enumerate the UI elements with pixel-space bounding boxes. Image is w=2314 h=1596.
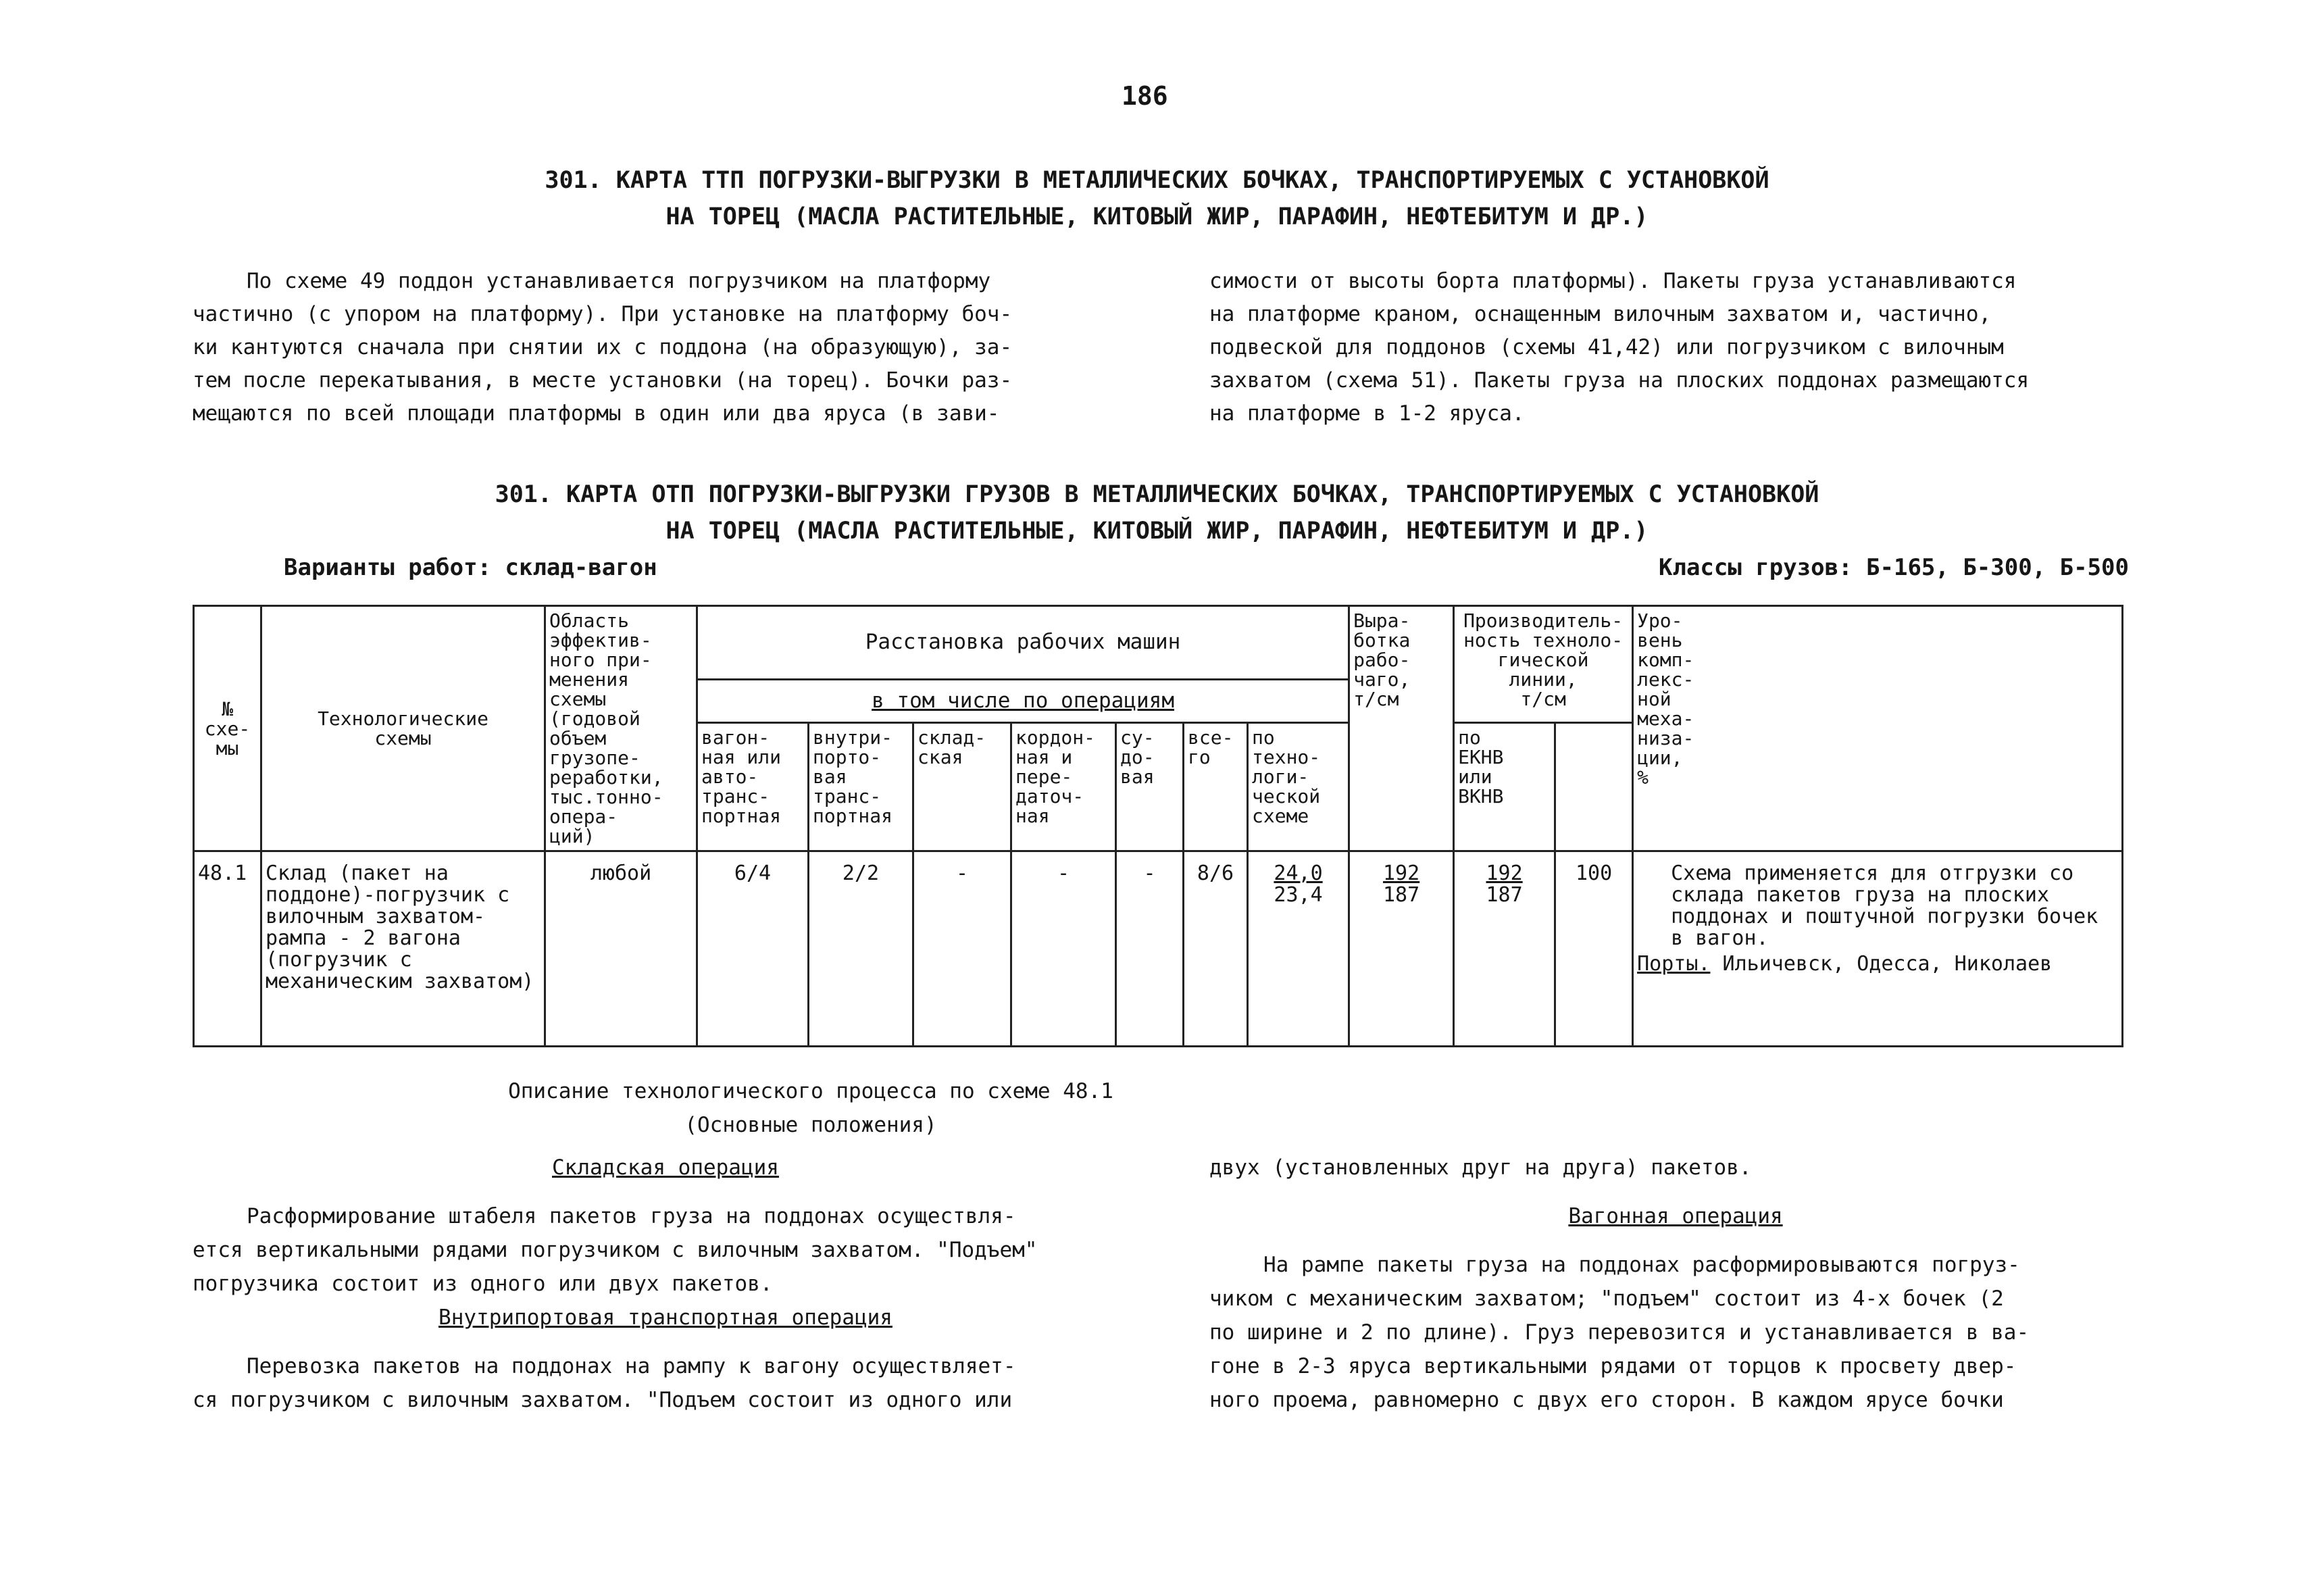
- text-line: чиком с механическим захватом; "подъем" состоит из 4-х бочек (2: [1209, 1287, 2004, 1311]
- ports-label: Порты.: [1637, 952, 1711, 976]
- text-line: по ширине и 2 по длине). Груз перевозится и устанавливается в ва-: [1209, 1320, 2030, 1345]
- cell-prod-eknv: [1454, 851, 1555, 1047]
- output-bottom: 23,4: [1274, 883, 1323, 907]
- hdr-by-operation: в том числе по операциям: [697, 679, 1349, 722]
- description-heading: [0, 1074, 1621, 1142]
- text-line: на платформе в 1-2 яруса.: [1209, 401, 1525, 426]
- text-line: мещаются по всей площади платформы в один или два яруса (в зави-: [193, 401, 1000, 426]
- cell-warehouse: -: [913, 851, 1011, 1047]
- prod-tech-bottom: 187: [1383, 883, 1420, 907]
- cell-internal: 2/2: [809, 851, 913, 1047]
- internal-op-heading: Внутрипортовая транспортная операция: [438, 1305, 892, 1330]
- hdr-op-total: все- го: [1184, 723, 1248, 851]
- warehouse-op-heading: Складская операция: [552, 1155, 779, 1180]
- left-column: [193, 1151, 1138, 1417]
- page-number: 186: [1122, 81, 1168, 111]
- text-line: симости от высоты борта платформы). Пакеты груза устанавливаются: [1209, 269, 2017, 293]
- hdr-op-ship: су- до- вая: [1116, 723, 1184, 851]
- otp-title: [0, 476, 2314, 549]
- description-line1: Описание технологического процесса по схеме 48.1: [508, 1079, 1113, 1103]
- text-line: Расформирование штабеля пакетов груза на поддонах осуществля-: [247, 1204, 1016, 1228]
- cell-tech: Склад (пакет на поддоне)-погрузчик с вилочным захватом-рампа - 2 вагона (погрузчик с механическим захватом): [261, 851, 545, 1047]
- output-top: 24,0: [1274, 862, 1323, 885]
- wagon-op-heading: Вагонная операция: [1568, 1204, 1783, 1228]
- cell-scheme: 48.1: [194, 851, 261, 1047]
- hdr-tech-schemes: Технологические схемы: [261, 606, 545, 851]
- text-line: двух (установленных друг на друга) пакетов.: [1209, 1155, 1752, 1180]
- hdr-prod-tech: по техно- логи- ческой схеме: [1248, 723, 1349, 851]
- cell-cordon: -: [1011, 851, 1116, 1047]
- prod-eknv-bottom: 187: [1486, 883, 1523, 907]
- text-line: погрузчика состоит из одного или двух пакетов.: [193, 1272, 773, 1296]
- text-line: Перевозка пакетов на поддонах на рампу к вагону осуществляет-: [247, 1354, 1016, 1378]
- hdr-op-internal: внутри- порто- вая транс- портная: [809, 723, 913, 851]
- hdr-scheme-no: № схе- мы: [194, 606, 261, 851]
- work-variants: Варианты работ: склад-вагон: [284, 554, 657, 581]
- text-line: на платформе краном, оснащенным вилочным захватом и, частично,: [1209, 302, 1992, 326]
- hdr-placement: Расстановка рабочих машин: [697, 606, 1349, 680]
- text-line: ки кантуются сначала при снятии их с поддона (на образующую), за-: [193, 335, 1013, 359]
- text-line: ся погрузчиком с вилочным захватом. "Подъем состоит из одного или: [193, 1388, 1013, 1412]
- otp-title-line1: 301. КАРТА ОТП ПОГРУЗКИ-ВЫГРУЗКИ ГРУЗОВ В МЕТАЛЛИЧЕСКИХ БОЧКАХ, ТРАНСПОРТИРУЕМЫХ С УСТАНОВКОЙ: [495, 481, 1819, 508]
- table-row: [194, 851, 2123, 1047]
- text-line: частично (с упором на платформу). При установке на платформу боч-: [193, 302, 1013, 326]
- ttp-title: [0, 162, 2314, 235]
- cell-ship: -: [1116, 851, 1184, 1047]
- text-line: захватом (схема 51). Пакеты груза на плоских поддонах размещаются: [1209, 368, 2030, 393]
- cell-mechanization: 100: [1555, 851, 1633, 1047]
- ports-list: Ильичевск, Одесса, Николаев: [1722, 952, 2053, 976]
- text-line: ется вертикальными рядами погрузчиком с вилочным захватом. "Подъем": [193, 1238, 1038, 1262]
- cell-area: любой: [545, 851, 697, 1047]
- cell-total: 8/6: [1184, 851, 1248, 1047]
- ttp-text-left: [193, 265, 1012, 430]
- cargo-classes: Классы грузов: Б-165, Б-300, Б-500: [1659, 554, 2129, 581]
- hdr-productivity: Производитель- ность техноло- гической линии, т/см: [1454, 606, 1633, 723]
- ttp-title-line1: 301. КАРТА ТТП ПОГРУЗКИ-ВЫГРУЗКИ В МЕТАЛЛИЧЕСКИХ БОЧКАХ, ТРАНСПОРТИРУЕМЫХ С УСТАНОВКОЙ: [545, 167, 1769, 194]
- prod-tech-top: 192: [1383, 862, 1420, 885]
- otp-title-line2: НА ТОРЕЦ (МАСЛА РАСТИТЕЛЬНЫЕ, КИТОВЫЙ ЖИР, ПАРАФИН, НЕФТЕБИТУМ И ДР.): [665, 518, 1649, 545]
- text-line: подвеской для поддонов (схемы 41,42) или погрузчиком с вилочным: [1209, 335, 2004, 359]
- cell-output: [1248, 851, 1349, 1047]
- text-line: На рампе пакеты груза на поддонах расформировываются погруз-: [1263, 1253, 2020, 1277]
- hdr-op-cordon: кордон- ная и пере- даточ- ная: [1011, 723, 1116, 851]
- hdr-area: Область эффектив- ного при- менения схемы (годовой объем грузопе- реработки, тыс.тонно-опера- ций): [545, 606, 697, 851]
- prod-eknv-top: 192: [1486, 862, 1523, 885]
- cell-wagon: 6/4: [697, 851, 809, 1047]
- hdr-mechanization: Уро- вень комп- лекс- ной меха- низа- ции, %: [1633, 606, 2123, 851]
- ports-line: [1637, 953, 2118, 975]
- text-line: ного проема, равномерно с двух его сторон. В каждом ярусе бочки: [1209, 1388, 2004, 1412]
- hdr-prod-eknv: по ЕКНВ или ВКНВ: [1454, 723, 1555, 851]
- cell-purpose: [1633, 851, 2123, 1047]
- hdr-op-wagon: вагон- ная или авто- транс- портная: [697, 723, 809, 851]
- otp-table: [193, 605, 2123, 1047]
- ttp-text-right: [1209, 265, 2029, 430]
- description-line2: (Основные положения): [684, 1113, 937, 1137]
- cell-prod-tech: [1349, 851, 1454, 1047]
- hdr-output: Выра- ботка рабо- чаго, т/см: [1349, 606, 1454, 851]
- ttp-title-line2: НА ТОРЕЦ (МАСЛА РАСТИТЕЛЬНЫЕ, КИТОВЫЙ ЖИР, ПАРАФИН, НЕФТЕБИТУМ И ДР.): [665, 203, 1649, 230]
- right-column: [1209, 1151, 2142, 1417]
- purpose-text: Схема применяется для отгрузки со склада пакетов груза на плоских поддонах и поштучной погрузки бочек в вагон.: [1671, 862, 2098, 950]
- hdr-op-warehouse: склад- ская: [913, 723, 1011, 851]
- text-line: тем после перекатывания, в месте установки (на торец). Бочки раз-: [193, 368, 1013, 393]
- text-line: По схеме 49 поддон устанавливается погрузчиком на платформу: [247, 269, 991, 293]
- text-line: гоне в 2-3 яруса вертикальными рядами от торцов к просвету двер-: [1209, 1354, 2017, 1378]
